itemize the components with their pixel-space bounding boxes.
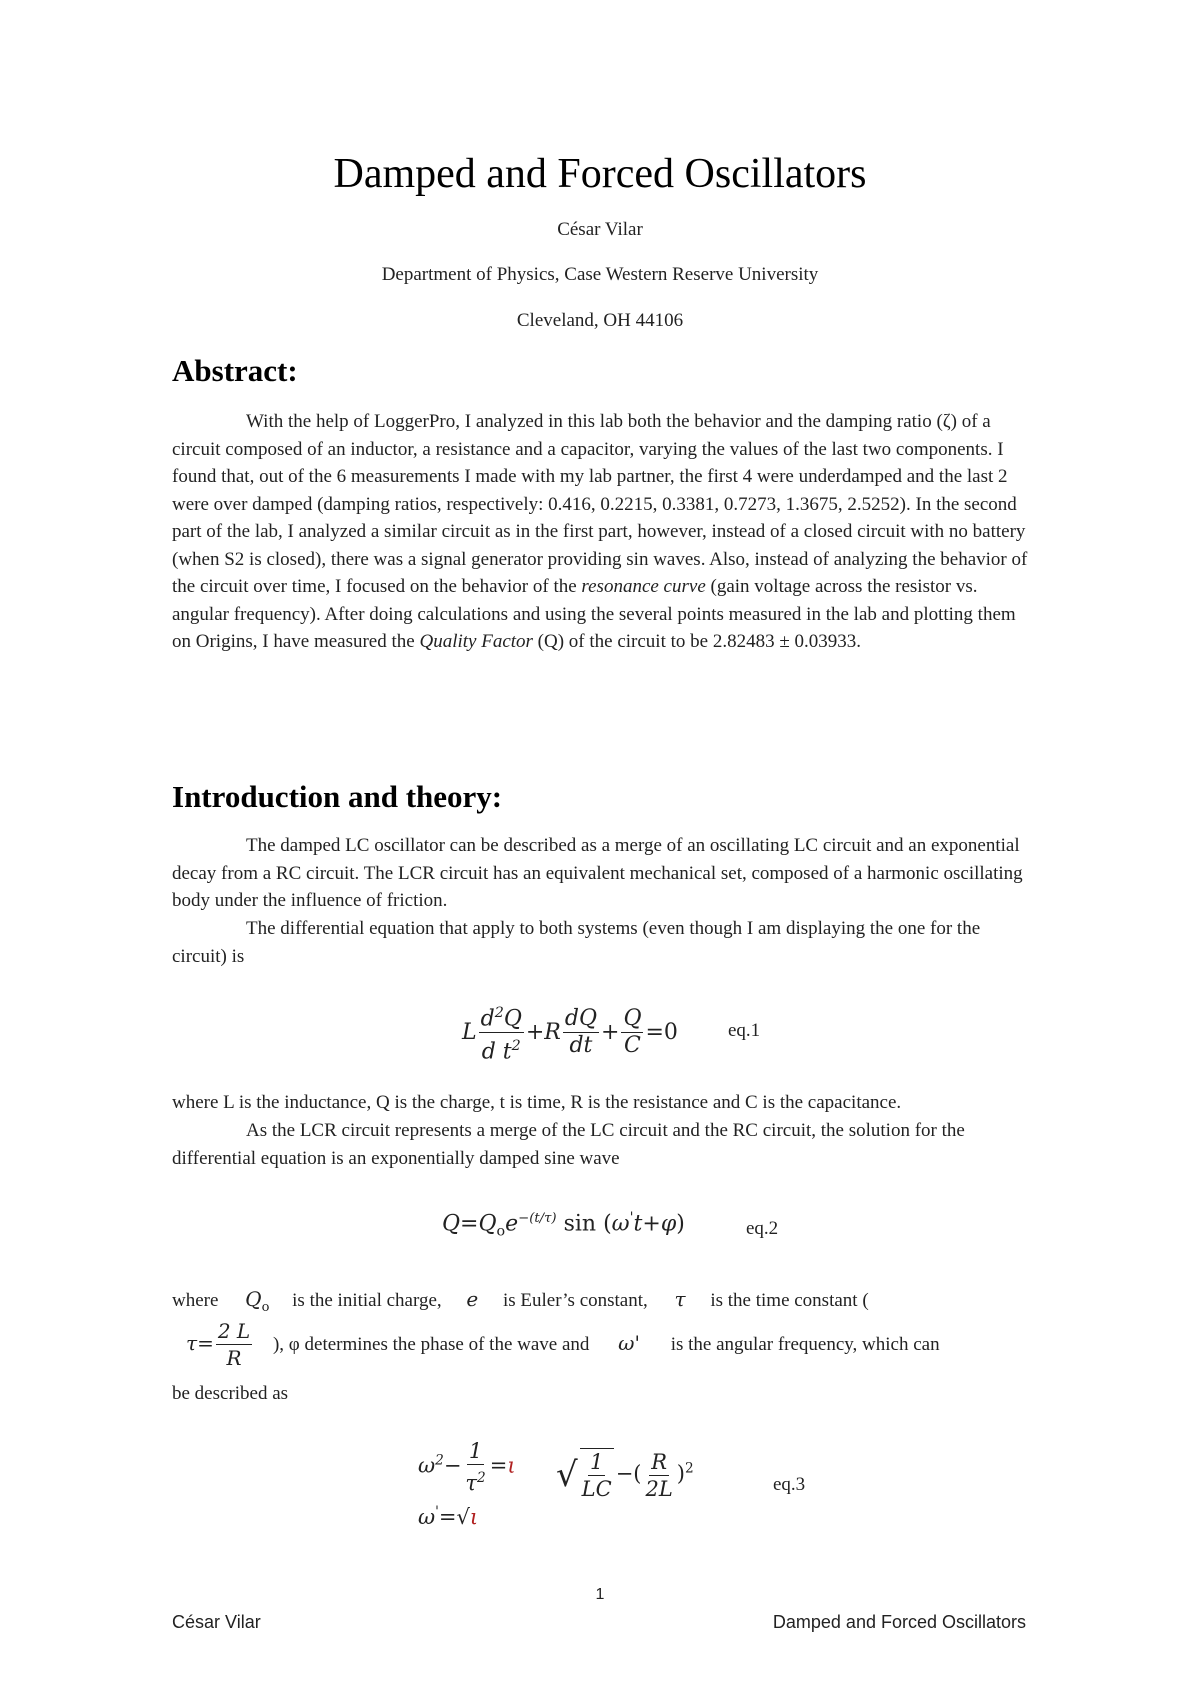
paper-title: Damped and Forced Oscillators	[333, 151, 867, 197]
intro-paragraph-1: The damped LC oscillator can be described as a merge of an oscillating LC circuit and an exponential decay from a RC circuit. The LCR circuit has an equivalent mechanical set, composed of a harmonic oscillating body under the influence of friction.	[172, 835, 1023, 911]
location: Cleveland, OH 44106	[516, 310, 684, 331]
eq1-label: eq.1	[728, 1020, 761, 1041]
where-tau: is the time constant (	[710, 1290, 869, 1311]
footer-title: Damped and Forced Oscillators	[772, 1612, 1026, 1632]
intro-paragraph-5-end: be described as	[172, 1383, 289, 1404]
where-word: where	[172, 1290, 219, 1311]
equation-1: L $\frac{d^2Q}{d t^2}$ +R $\frac{dQ}{dt}$ + $\frac{Q}{C}$ =0	[462, 1000, 678, 1066]
abstract-paragraph	[172, 408, 1032, 656]
eq3-label: eq.3	[773, 1474, 806, 1495]
abstract-text-1: With the help of LoggerPro, I analyzed in this lab both the behavior and the damping ratio (ζ) of a circuit composed of an inductor, a resistance and a capacitor, varying the values of the last two components. I found that, out of the 6 measurements I made with my lab partner, the first 4 were underdamped and the last 2 were over damped (damping ratios, respectively: 0.416, 0.2215, 0.3381, 0.7273, 1.3675, 2.5252). In the second part of the lab, I analyzed a similar circuit as in the first part, however, instead of a closed circuit with no battery (when S2 is closed), there was a signal generator providing sin waves. Also, instead of analyzing the behavior of the circuit over time, I focused on the behavior of the	[172, 411, 1028, 597]
page-number: 1	[595, 1586, 605, 1603]
abstract-italic-quality: Quality Factor	[419, 631, 533, 652]
q0-symbol: $Q_o$	[245, 1287, 270, 1315]
equation-3-left: $\omega^2-$ $\frac{1}{\tau^2}$ =ι ω'=√ι	[418, 1439, 516, 1529]
where-line	[172, 1286, 1052, 1322]
e-symbol: e	[466, 1287, 479, 1311]
tau-symbol: τ	[674, 1287, 686, 1311]
intro-paragraph-4: As the LCR circuit represents a merge of the LC circuit and the RC circuit, the solution for the differential equation is an exponentially damped sine wave	[172, 1120, 965, 1169]
where-initial: is the initial charge,	[292, 1290, 442, 1311]
intro-paragraph-2: The differential equation that apply to both systems (even though I am displaying the one for the circuit) is	[172, 918, 981, 967]
author-name: César Vilar	[557, 219, 643, 240]
tau-definition-line	[186, 1318, 1046, 1371]
footer-author: César Vilar	[172, 1612, 261, 1632]
intro-heading: Introduction and theory:	[172, 779, 503, 814]
eq2-label: eq.2	[746, 1218, 779, 1239]
where-euler: is Euler’s constant,	[503, 1290, 648, 1311]
omega-prime-symbol: ω'	[618, 1331, 640, 1355]
equation-3-right: √ $\frac{1}{LC}$ −( $\frac{R}{2L}$ )$^2$	[556, 1449, 694, 1501]
abstract-text-3: (Q) of the circuit to be 2.82483 ± 0.03933.	[532, 631, 862, 652]
intro-paragraph-3: where L is the inductance, Q is the charge, t is time, R is the resistance and C is the capacitance.	[172, 1092, 902, 1113]
equation-2: $Q=Q_oe^{-(t/\tau)}$ sin (ω't+φ)	[442, 1210, 685, 1240]
abstract-heading: Abstract:	[172, 353, 298, 388]
abstract-italic-resonance: resonance curve	[581, 576, 706, 597]
tau-formula: τ= $\frac{2 L}{R}$	[186, 1319, 251, 1370]
affiliation: Department of Physics, Case Western Reserve University	[381, 264, 819, 285]
abstract-text-2: (gain voltage across the resistor vs. angular frequency). After doing calculations and using the several points measured in the lab and plotting them on Origins, I have measured the	[172, 576, 1016, 652]
where-angular: is the angular frequency, which can	[670, 1334, 940, 1355]
where-phase: ), φ determines the phase of the wave and	[272, 1334, 590, 1355]
